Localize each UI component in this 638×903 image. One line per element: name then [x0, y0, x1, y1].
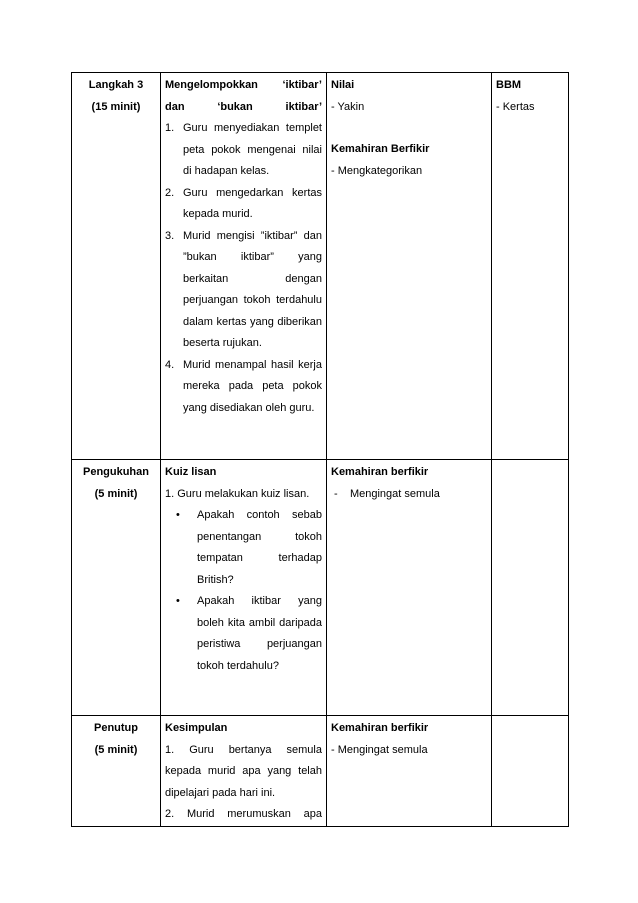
kemahiran-title: Kemahiran berfikir [331, 722, 429, 734]
bullet-icon: • [176, 595, 180, 607]
steps-list [165, 118, 322, 419]
stage-time: (15 minit) [91, 100, 141, 113]
nilai-value: - Yakin [331, 100, 365, 113]
stage-title: Penutup [94, 722, 138, 734]
step-text: Murid menampal hasil kerja mereka pada peta pokok yang disediakan oleh guru. [183, 358, 322, 414]
kemahiran-title: Kemahiran Berfikir [331, 143, 430, 155]
activity-cell [161, 73, 327, 460]
notes-cell [327, 716, 492, 827]
activity-paragraph: 2. Murid merumuskan apa [165, 808, 322, 820]
list-item: 2. Guru mengedarkan kertas kepada murid. [165, 186, 322, 220]
list-item: 1. Guru menyediakan templet peta pokok mengenai nilai di hadapan kelas. [165, 122, 322, 177]
lesson-plan-table [71, 72, 569, 827]
stage-cell [72, 716, 161, 827]
step-text: Guru menyediakan templet peta pokok mengenai nilai di hadapan kelas. [183, 122, 322, 177]
activity-intro: 1. Guru melakukan kuiz lisan. [165, 487, 310, 500]
notes-cell [327, 73, 492, 460]
stage-time: (5 minit) [94, 743, 138, 756]
list-item [165, 591, 322, 677]
nilai-title: Nilai [331, 79, 355, 91]
kemahiran-value: - Mengkategorikan [331, 164, 423, 177]
list-item: 4. Murid menampal hasil kerja mereka pada peta pokok yang disediakan oleh guru. [165, 358, 322, 414]
question-text: Apakah iktibar yang boleh kita ambil daripada peristiwa perjuangan tokoh terdahulu? [197, 595, 322, 672]
kemahiran-value: - Mengingat semula [331, 487, 440, 500]
activity-heading: Mengelompokkan ‘iktibar’ dan ‘bukan iktibar’ [165, 79, 322, 113]
step-text: Murid mengisi ”iktibar” dan ”bukan iktibar” yang berkaitan dengan perjuangan tokoh terdahulu dalam kertas yang diberikan beserta rujukan. [183, 229, 322, 349]
activity-cell [161, 716, 327, 827]
stage-cell [72, 460, 161, 716]
step-text: Guru mengedarkan kertas kepada murid. [183, 186, 322, 220]
bbm-title: BBM [496, 79, 522, 91]
question-list [165, 505, 322, 677]
bbm-cell [492, 716, 569, 827]
notes-cell [327, 460, 492, 716]
list-item [165, 505, 322, 591]
table-row [72, 460, 569, 716]
table-row [72, 716, 569, 827]
bbm-cell [492, 460, 569, 716]
stage-title: Langkah 3 [88, 79, 144, 91]
bbm-cell [492, 73, 569, 460]
activity-heading: Kuiz lisan [165, 466, 217, 478]
stage-title: Pengukuhan [82, 466, 149, 478]
list-item: 3. Murid mengisi ”iktibar” dan ”bukan iktibar” yang berkaitan dengan perjuangan tokoh terdahulu dalam kertas yang diberikan beserta rujukan. [165, 229, 322, 349]
stage-time: (5 minit) [94, 487, 138, 500]
activity-heading: Kesimpulan [165, 722, 228, 734]
activity-paragraph: 1. Guru bertanya semula kepada murid apa yang telah dipelajari pada hari ini. [165, 743, 322, 799]
question-text: Apakah contoh sebab penentangan tokoh tempatan terhadap British? [197, 509, 322, 586]
stage-cell [72, 73, 161, 460]
kemahiran-title: Kemahiran berfikir [331, 466, 429, 478]
kemahiran-value: - Mengingat semula [331, 743, 428, 756]
activity-cell [161, 460, 327, 716]
table-row [72, 73, 569, 460]
bbm-value: - Kertas [496, 100, 535, 113]
bullet-icon: • [176, 509, 180, 521]
